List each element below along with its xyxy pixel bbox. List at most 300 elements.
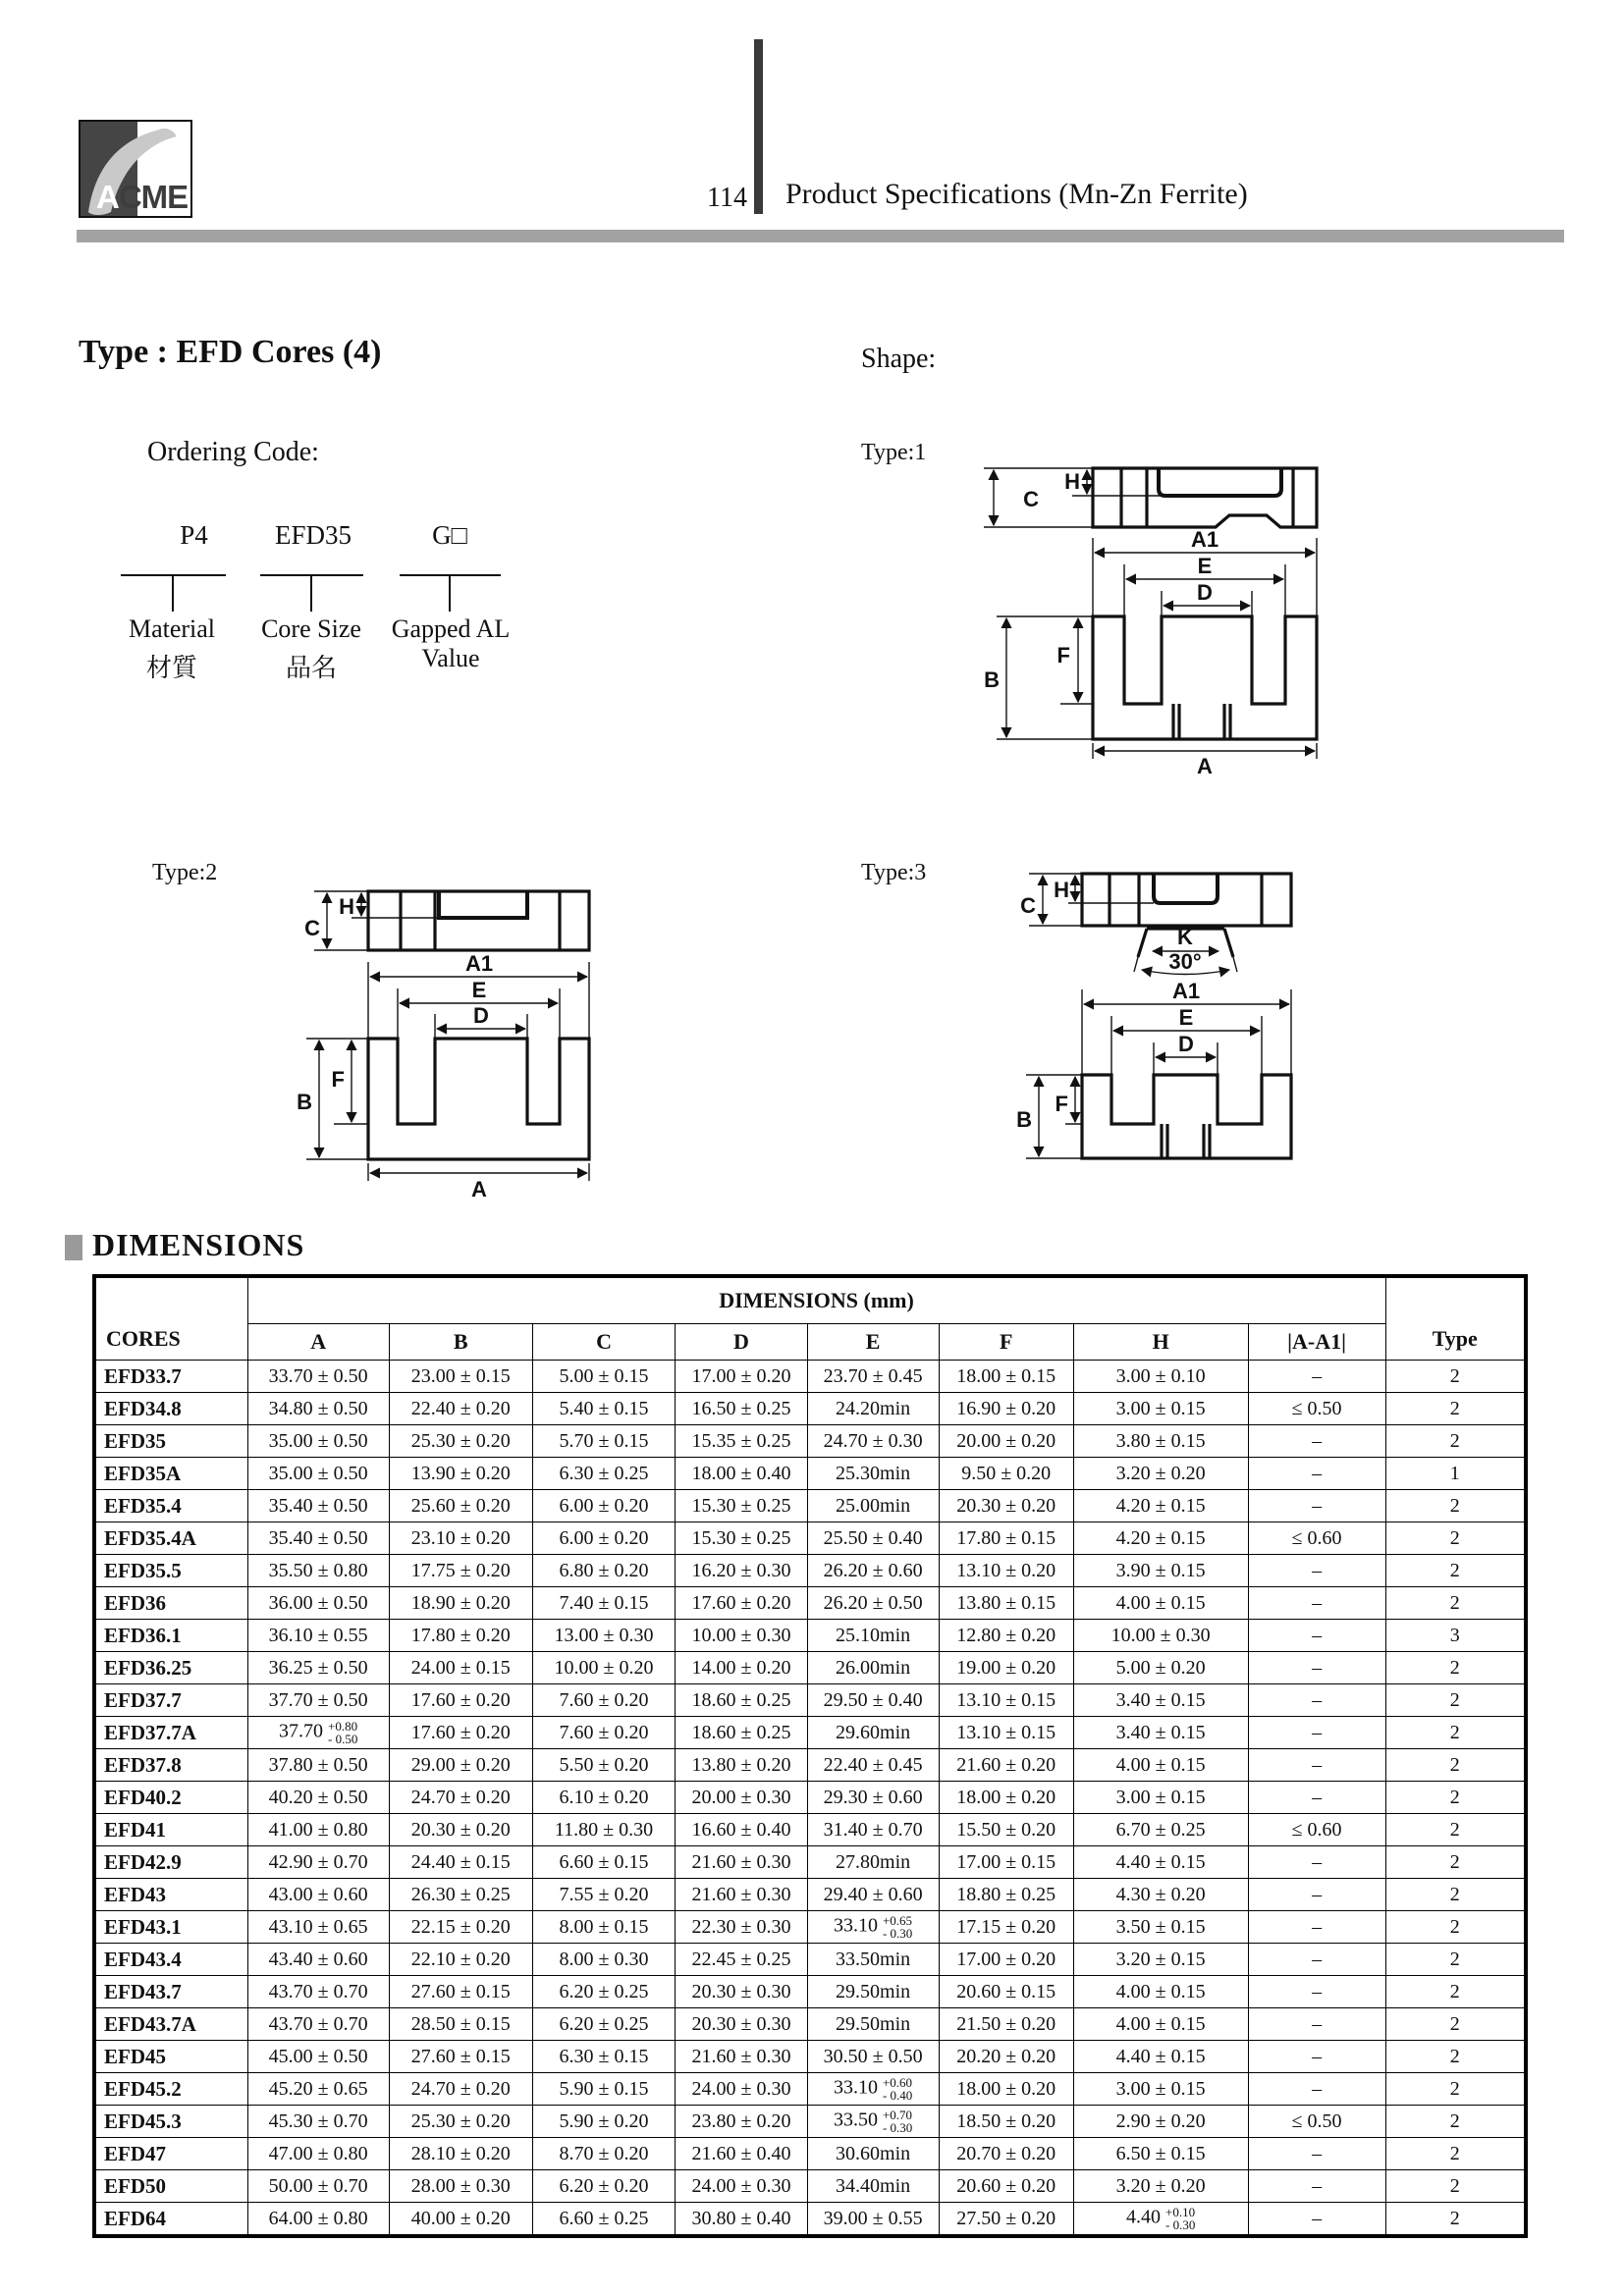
table-row (94, 1393, 1526, 1425)
dim-value-cell: 20.00 ± 0.20 (939, 1425, 1073, 1458)
table-row (94, 1782, 1526, 1814)
dim-label-b: B (984, 667, 1000, 692)
logo-wordmark: ACME (96, 179, 189, 215)
dim-value-cell: 3.20 ± 0.20 (1073, 2170, 1248, 2203)
dim-value-cell: 2 (1385, 1814, 1526, 1846)
dim-value-cell: 2 (1385, 1976, 1526, 2008)
dim-value-cell: 28.50 ± 0.15 (389, 2008, 532, 2041)
dim-value-cell: 4.00 ± 0.15 (1073, 2008, 1248, 2041)
dim-value-cell: 41.00 ± 0.80 (247, 1814, 389, 1846)
dim-value-cell: 21.60 ± 0.30 (676, 1879, 807, 1911)
dim-value-cell: 24.00 ± 0.30 (676, 2170, 807, 2203)
dim-value-cell: – (1248, 1749, 1385, 1782)
dim-value-cell: 45.00 ± 0.50 (247, 2041, 389, 2073)
core-name-cell: EFD35.4 (94, 1490, 247, 1522)
dim-value-cell: 6.10 ± 0.20 (532, 1782, 676, 1814)
table-row (94, 1490, 1526, 1522)
dim-value-cell: 20.30 ± 0.20 (939, 1490, 1073, 1522)
dimensions-heading: DIMENSIONS (92, 1227, 305, 1262)
dim-value-cell: 15.30 ± 0.25 (676, 1490, 807, 1522)
dim-value-cell: 11.80 ± 0.30 (532, 1814, 676, 1846)
dim-value-cell: 23.70 ± 0.45 (807, 1361, 939, 1393)
dim-value-cell: – (1248, 1361, 1385, 1393)
dim-value-cell: 22.40 ± 0.20 (389, 1393, 532, 1425)
core-name-cell: EFD34.8 (94, 1393, 247, 1425)
dim-value-cell: 24.00 ± 0.30 (676, 2073, 807, 2106)
dim-value-cell: – (1248, 2073, 1385, 2106)
dim-value-cell: 4.40 ± 0.15 (1073, 1846, 1248, 1879)
dim-value-cell: 25.60 ± 0.20 (389, 1490, 532, 1522)
dim-value-cell: 27.80min (807, 1846, 939, 1879)
dim-value-cell: 9.50 ± 0.20 (939, 1458, 1073, 1490)
core-name-cell: EFD42.9 (94, 1846, 247, 1879)
dim-value-cell: 35.00 ± 0.50 (247, 1425, 389, 1458)
dim-value-cell: 3.20 ± 0.20 (1073, 1458, 1248, 1490)
dim-value-cell: 30.50 ± 0.50 (807, 2041, 939, 2073)
core-name-cell: EFD35A (94, 1458, 247, 1490)
dim-value-cell: 13.00 ± 0.30 (532, 1620, 676, 1652)
table-row (94, 1652, 1526, 1684)
dim-value-cell: 37.70 +0.80 - 0.50 (247, 1717, 389, 1749)
dim-value-cell: 24.70 ± 0.20 (389, 1782, 532, 1814)
dim-column-header: C (532, 1324, 676, 1361)
dim-value-cell: 13.10 ± 0.15 (939, 1717, 1073, 1749)
dim-value-cell: ≤ 0.60 (1248, 1814, 1385, 1846)
dim-value-cell: 22.15 ± 0.20 (389, 1911, 532, 1944)
header-title: Product Specifications (Mn-Zn Ferrite) (785, 178, 1248, 210)
dim-value-cell: 2 (1385, 1555, 1526, 1587)
dim-value-cell: 4.00 ± 0.15 (1073, 1587, 1248, 1620)
dim-label-angle: 30° (1168, 949, 1202, 974)
dim-value-cell: 36.00 ± 0.50 (247, 1587, 389, 1620)
dim-value-cell: 12.80 ± 0.20 (939, 1620, 1073, 1652)
core-name-cell: EFD50 (94, 2170, 247, 2203)
dim-value-cell: 3.40 ± 0.15 (1073, 1684, 1248, 1717)
dim-label-f: F (1055, 1092, 1068, 1116)
dim-value-cell: – (1248, 2138, 1385, 2170)
dim-label-a: A (471, 1177, 487, 1201)
dim-value-cell: 17.15 ± 0.20 (939, 1911, 1073, 1944)
acme-logo (79, 120, 192, 218)
dim-value-cell: – (1248, 1684, 1385, 1717)
dim-value-cell: 18.00 ± 0.15 (939, 1361, 1073, 1393)
dim-value-cell: 40.20 ± 0.50 (247, 1782, 389, 1814)
dim-value-cell: 40.00 ± 0.20 (389, 2203, 532, 2237)
dim-value-cell: 4.00 ± 0.15 (1073, 1749, 1248, 1782)
dim-value-cell: 23.10 ± 0.20 (389, 1522, 532, 1555)
table-row (94, 1587, 1526, 1620)
header-divider-bar (754, 39, 763, 214)
dim-value-cell: – (1248, 1879, 1385, 1911)
dim-value-cell: 2 (1385, 1522, 1526, 1555)
dim-value-cell: 4.20 ± 0.15 (1073, 1490, 1248, 1522)
core-name-cell: EFD43.4 (94, 1944, 247, 1976)
dimensions-table-body (94, 1361, 1526, 2237)
dim-value-cell: 6.30 ± 0.25 (532, 1458, 676, 1490)
dim-value-cell: 16.60 ± 0.40 (676, 1814, 807, 1846)
dim-value-cell: 42.90 ± 0.70 (247, 1846, 389, 1879)
column-letters-row (94, 1324, 1526, 1361)
dim-label-c: C (1020, 893, 1036, 918)
dim-value-cell: – (1248, 1490, 1385, 1522)
dim-value-cell: 15.35 ± 0.25 (676, 1425, 807, 1458)
dim-value-cell: 26.20 ± 0.50 (807, 1587, 939, 1620)
dim-label-e: E (1197, 554, 1213, 578)
dim-value-cell: 2 (1385, 1944, 1526, 1976)
dim-value-cell: 13.10 ± 0.20 (939, 1555, 1073, 1587)
dim-value-cell: 2 (1385, 2203, 1526, 2237)
dim-value-cell: 3.40 ± 0.15 (1073, 1717, 1248, 1749)
dim-value-cell: 35.40 ± 0.50 (247, 1522, 389, 1555)
dim-value-cell: 27.60 ± 0.15 (389, 2041, 532, 2073)
dim-value-cell: 33.10 +0.65 - 0.30 (807, 1911, 939, 1944)
table-row (94, 1684, 1526, 1717)
dim-value-cell: 20.30 ± 0.30 (676, 2008, 807, 2041)
dim-value-cell: 6.30 ± 0.15 (532, 2041, 676, 2073)
table-row (94, 2073, 1526, 2106)
dim-label-h: H (339, 894, 354, 919)
dim-value-cell: 43.00 ± 0.60 (247, 1879, 389, 1911)
dim-value-cell: 35.50 ± 0.80 (247, 1555, 389, 1587)
dim-value-cell: 20.30 ± 0.30 (676, 1976, 807, 2008)
dim-value-cell: – (1248, 1782, 1385, 1814)
dim-value-cell: ≤ 0.60 (1248, 1522, 1385, 1555)
core-name-cell: EFD43 (94, 1879, 247, 1911)
dim-value-cell: 39.00 ± 0.55 (807, 2203, 939, 2237)
dim-value-cell: 29.50 ± 0.40 (807, 1684, 939, 1717)
dim-value-cell: – (1248, 2170, 1385, 2203)
dim-value-cell: 7.40 ± 0.15 (532, 1587, 676, 1620)
dim-value-cell: 18.00 ± 0.20 (939, 2073, 1073, 2106)
dim-label-k: K (1177, 925, 1193, 949)
dim-value-cell: 29.00 ± 0.20 (389, 1749, 532, 1782)
dim-value-cell: 26.20 ± 0.60 (807, 1555, 939, 1587)
dim-value-cell: 6.60 ± 0.25 (532, 2203, 676, 2237)
dim-value-cell: 18.60 ± 0.25 (676, 1684, 807, 1717)
dim-value-cell: 28.00 ± 0.30 (389, 2170, 532, 2203)
dim-column-header: H (1073, 1324, 1248, 1361)
dim-label-e: E (1178, 1005, 1194, 1030)
dim-value-cell: 29.30 ± 0.60 (807, 1782, 939, 1814)
type1-drawing (962, 452, 1345, 775)
core-name-cell: EFD40.2 (94, 1782, 247, 1814)
dim-value-cell: 2.90 ± 0.20 (1073, 2106, 1248, 2138)
dim-label-d: D (1178, 1032, 1194, 1056)
dim-value-cell: 2 (1385, 2008, 1526, 2041)
dim-label-f: F (331, 1067, 345, 1092)
dim-value-cell: 2 (1385, 2170, 1526, 2203)
core-name-cell: EFD35.4A (94, 1522, 247, 1555)
table-row (94, 1879, 1526, 1911)
dim-value-cell: 2 (1385, 1749, 1526, 1782)
dim-value-cell: 2 (1385, 1393, 1526, 1425)
table-row (94, 1522, 1526, 1555)
type3-front-view (1082, 1075, 1291, 1158)
core-name-cell: EFD37.7A (94, 1717, 247, 1749)
dim-value-cell: 17.60 ± 0.20 (389, 1717, 532, 1749)
dim-value-cell: 6.20 ± 0.25 (532, 1976, 676, 2008)
dim-value-cell: 5.70 ± 0.15 (532, 1425, 676, 1458)
dim-value-cell: 20.30 ± 0.20 (389, 1814, 532, 1846)
dim-value-cell: 34.80 ± 0.50 (247, 1393, 389, 1425)
page-title: Type : EFD Cores (4) (79, 334, 382, 370)
dim-value-cell: 24.40 ± 0.15 (389, 1846, 532, 1879)
dim-value-cell: 43.70 ± 0.70 (247, 1976, 389, 2008)
dim-value-cell: 27.50 ± 0.20 (939, 2203, 1073, 2237)
ordering-label-material-cn: 材質 (145, 654, 197, 682)
dim-value-cell: 2 (1385, 2106, 1526, 2138)
table-row (94, 2170, 1526, 2203)
dim-value-cell: 17.00 ± 0.20 (939, 1944, 1073, 1976)
table-row (94, 1846, 1526, 1879)
dim-value-cell: 13.80 ± 0.15 (939, 1587, 1073, 1620)
dim-value-cell: 22.10 ± 0.20 (389, 1944, 532, 1976)
dim-value-cell: 6.80 ± 0.20 (532, 1555, 676, 1587)
dim-value-cell: 2 (1385, 1911, 1526, 1944)
dim-label-a: A (1197, 754, 1213, 775)
dim-value-cell: 22.40 ± 0.45 (807, 1749, 939, 1782)
dim-value-cell: 6.50 ± 0.15 (1073, 2138, 1248, 2170)
dim-value-cell: 15.50 ± 0.20 (939, 1814, 1073, 1846)
ordering-code-label: Ordering Code: (147, 437, 319, 467)
cores-column-header: CORES (94, 1276, 247, 1361)
ordering-code-core-size: EFD35 (274, 520, 352, 550)
dim-value-cell: 5.90 ± 0.20 (532, 2106, 676, 2138)
dim-value-cell: 33.50 +0.70 - 0.30 (807, 2106, 939, 2138)
dim-value-cell: 2 (1385, 1684, 1526, 1717)
dim-value-cell: 3.50 ± 0.15 (1073, 1911, 1248, 1944)
dim-value-cell: 17.00 ± 0.15 (939, 1846, 1073, 1879)
ordering-tick-1 (172, 574, 174, 612)
dim-value-cell: 18.90 ± 0.20 (389, 1587, 532, 1620)
dim-value-cell: 2 (1385, 1490, 1526, 1522)
dim-value-cell: 7.55 ± 0.20 (532, 1879, 676, 1911)
dim-value-cell: 22.45 ± 0.25 (676, 1944, 807, 1976)
core-name-cell: EFD45.3 (94, 2106, 247, 2138)
dim-value-cell: 25.50 ± 0.40 (807, 1522, 939, 1555)
dim-value-cell: 5.00 ± 0.20 (1073, 1652, 1248, 1684)
section-bullet (65, 1235, 82, 1260)
dim-value-cell: – (1248, 1911, 1385, 1944)
table-row (94, 1458, 1526, 1490)
dim-label-a1: A1 (1171, 979, 1201, 1003)
core-name-cell: EFD43.1 (94, 1911, 247, 1944)
dim-value-cell: 4.40 +0.10 - 0.30 (1073, 2203, 1248, 2237)
ordering-code-gapped: G□ (432, 520, 467, 550)
table-row (94, 1976, 1526, 2008)
dim-value-cell: 2 (1385, 1782, 1526, 1814)
dim-value-cell: 2 (1385, 1652, 1526, 1684)
dim-value-cell: 10.00 ± 0.30 (1073, 1620, 1248, 1652)
dim-value-cell: 14.00 ± 0.20 (676, 1652, 807, 1684)
dim-value-cell: 3.80 ± 0.15 (1073, 1425, 1248, 1458)
dim-column-header: E (807, 1324, 939, 1361)
dim-value-cell: 20.00 ± 0.30 (676, 1782, 807, 1814)
dim-value-cell: 23.80 ± 0.20 (676, 2106, 807, 2138)
dim-label-d: D (473, 1003, 489, 1028)
dim-value-cell: 25.30 ± 0.20 (389, 1425, 532, 1458)
dim-value-cell: – (1248, 1944, 1385, 1976)
dim-value-cell: 2 (1385, 1587, 1526, 1620)
ordering-tick-2 (310, 574, 312, 612)
dim-value-cell: 18.80 ± 0.25 (939, 1879, 1073, 1911)
ordering-label-material: Material (128, 614, 216, 643)
dim-value-cell: – (1248, 2041, 1385, 2073)
dim-value-cell: 5.90 ± 0.15 (532, 2073, 676, 2106)
core-name-cell: EFD35 (94, 1425, 247, 1458)
core-name-cell: EFD43.7A (94, 2008, 247, 2041)
dim-label-d: D (1197, 580, 1213, 605)
dim-value-cell: 3 (1385, 1620, 1526, 1652)
ordering-code-material: P4 (180, 520, 208, 550)
dim-value-cell: 2 (1385, 1717, 1526, 1749)
table-row (94, 1425, 1526, 1458)
dim-value-cell: 34.40min (807, 2170, 939, 2203)
dim-value-cell: 47.00 ± 0.80 (247, 2138, 389, 2170)
table-row (94, 1361, 1526, 1393)
dim-value-cell: 4.00 ± 0.15 (1073, 1976, 1248, 2008)
dim-value-cell: 6.70 ± 0.25 (1073, 1814, 1248, 1846)
dim-value-cell: 18.00 ± 0.40 (676, 1458, 807, 1490)
core-name-cell: EFD43.7 (94, 1976, 247, 2008)
table-row (94, 1749, 1526, 1782)
core-name-cell: EFD35.5 (94, 1555, 247, 1587)
ordering-label-core-size: Core Size (261, 614, 361, 643)
dim-value-cell: 17.60 ± 0.20 (389, 1684, 532, 1717)
dim-value-cell: – (1248, 2203, 1385, 2237)
dim-value-cell: 3.00 ± 0.15 (1073, 1393, 1248, 1425)
dim-value-cell: 33.10 +0.60 - 0.40 (807, 2073, 939, 2106)
dim-value-cell: – (1248, 1846, 1385, 1879)
type2-top-view (368, 891, 589, 950)
dim-value-cell: 8.00 ± 0.15 (532, 1911, 676, 1944)
dim-value-cell: – (1248, 1425, 1385, 1458)
dim-value-cell: 17.80 ± 0.20 (389, 1620, 532, 1652)
core-name-cell: EFD36.25 (94, 1652, 247, 1684)
dim-value-cell: 3.20 ± 0.15 (1073, 1944, 1248, 1976)
dim-value-cell: 45.20 ± 0.65 (247, 2073, 389, 2106)
table-row (94, 2106, 1526, 2138)
dim-value-cell: 29.50min (807, 1976, 939, 2008)
type2-caption: Type:2 (152, 860, 218, 885)
dim-value-cell: 20.20 ± 0.20 (939, 2041, 1073, 2073)
dim-value-cell: 22.30 ± 0.30 (676, 1911, 807, 1944)
dim-value-cell: 50.00 ± 0.70 (247, 2170, 389, 2203)
dim-value-cell: 16.90 ± 0.20 (939, 1393, 1073, 1425)
core-name-cell: EFD37.7 (94, 1684, 247, 1717)
dim-value-cell: 8.70 ± 0.20 (532, 2138, 676, 2170)
dim-value-cell: 43.10 ± 0.65 (247, 1911, 389, 1944)
dim-value-cell: 4.30 ± 0.20 (1073, 1879, 1248, 1911)
dim-value-cell: 30.60min (807, 2138, 939, 2170)
dim-value-cell: 36.25 ± 0.50 (247, 1652, 389, 1684)
dim-value-cell: 25.10min (807, 1620, 939, 1652)
dim-value-cell: 2 (1385, 2073, 1526, 2106)
dim-value-cell: 21.50 ± 0.20 (939, 2008, 1073, 2041)
dim-value-cell: 33.50min (807, 1944, 939, 1976)
dim-value-cell: 20.70 ± 0.20 (939, 2138, 1073, 2170)
dim-value-cell: 5.40 ± 0.15 (532, 1393, 676, 1425)
dim-value-cell: 36.10 ± 0.55 (247, 1620, 389, 1652)
dim-value-cell: ≤ 0.50 (1248, 1393, 1385, 1425)
dim-value-cell: – (1248, 2008, 1385, 2041)
dim-value-cell: 37.70 ± 0.50 (247, 1684, 389, 1717)
type3-caption: Type:3 (861, 860, 927, 885)
dim-value-cell: 5.50 ± 0.20 (532, 1749, 676, 1782)
ordering-label-gapped: Gapped AL Value (391, 614, 511, 672)
shape-label: Shape: (861, 344, 937, 374)
core-name-cell: EFD47 (94, 2138, 247, 2170)
dim-value-cell: 17.00 ± 0.20 (676, 1361, 807, 1393)
dim-value-cell: 16.20 ± 0.30 (676, 1555, 807, 1587)
core-name-cell: EFD36.1 (94, 1620, 247, 1652)
dim-value-cell: 25.00min (807, 1490, 939, 1522)
dim-value-cell: – (1248, 1555, 1385, 1587)
dim-value-cell: 25.30 ± 0.20 (389, 2106, 532, 2138)
dim-value-cell: 4.20 ± 0.15 (1073, 1522, 1248, 1555)
dim-value-cell: 15.30 ± 0.25 (676, 1522, 807, 1555)
dim-value-cell: 7.60 ± 0.20 (532, 1684, 676, 1717)
dim-value-cell: 19.00 ± 0.20 (939, 1652, 1073, 1684)
dim-value-cell: 10.00 ± 0.20 (532, 1652, 676, 1684)
dim-label-h: H (1064, 469, 1080, 494)
core-name-cell: EFD45.2 (94, 2073, 247, 2106)
dim-value-cell: 2 (1385, 1879, 1526, 1911)
dim-value-cell: 24.70 ± 0.20 (389, 2073, 532, 2106)
dim-value-cell: ≤ 0.50 (1248, 2106, 1385, 2138)
dim-label-h: H (1054, 878, 1069, 902)
page-number: 114 (707, 183, 747, 213)
dim-value-cell: 2 (1385, 1361, 1526, 1393)
type1-front-view (1093, 616, 1317, 739)
dim-value-cell: 16.50 ± 0.25 (676, 1393, 807, 1425)
dim-value-cell: – (1248, 1717, 1385, 1749)
type2-drawing (196, 879, 599, 1202)
dim-value-cell: 35.40 ± 0.50 (247, 1490, 389, 1522)
dim-value-cell: 24.00 ± 0.15 (389, 1652, 532, 1684)
dim-value-cell: 18.50 ± 0.20 (939, 2106, 1073, 2138)
table-row (94, 2008, 1526, 2041)
dim-value-cell: 43.40 ± 0.60 (247, 1944, 389, 1976)
core-name-cell: EFD45 (94, 2041, 247, 2073)
dimensions-table (92, 1274, 1528, 2238)
dim-value-cell: 45.30 ± 0.70 (247, 2106, 389, 2138)
dim-value-cell: – (1248, 1976, 1385, 2008)
type-column-header: Type (1385, 1276, 1526, 1361)
dim-value-cell: 29.50min (807, 2008, 939, 2041)
dim-value-cell: 2 (1385, 1425, 1526, 1458)
dim-value-cell: 18.60 ± 0.25 (676, 1717, 807, 1749)
table-row (94, 1944, 1526, 1976)
dim-value-cell: 6.60 ± 0.15 (532, 1846, 676, 1879)
dim-value-cell: 6.00 ± 0.20 (532, 1490, 676, 1522)
dim-value-cell: 29.60min (807, 1717, 939, 1749)
dim-value-cell: 29.40 ± 0.60 (807, 1879, 939, 1911)
core-name-cell: EFD36 (94, 1587, 247, 1620)
dim-value-cell: 10.00 ± 0.30 (676, 1620, 807, 1652)
dim-value-cell: 25.30min (807, 1458, 939, 1490)
type1-top-view (1093, 468, 1317, 527)
dim-value-cell: 26.00min (807, 1652, 939, 1684)
dim-value-cell: 28.10 ± 0.20 (389, 2138, 532, 2170)
type2-front-view (368, 1039, 589, 1159)
core-name-cell: EFD41 (94, 1814, 247, 1846)
dim-column-header: B (389, 1324, 532, 1361)
dim-value-cell: 37.80 ± 0.50 (247, 1749, 389, 1782)
dim-label-f: F (1056, 643, 1070, 667)
dim-value-cell: 26.30 ± 0.25 (389, 1879, 532, 1911)
dim-value-cell: 13.80 ± 0.20 (676, 1749, 807, 1782)
